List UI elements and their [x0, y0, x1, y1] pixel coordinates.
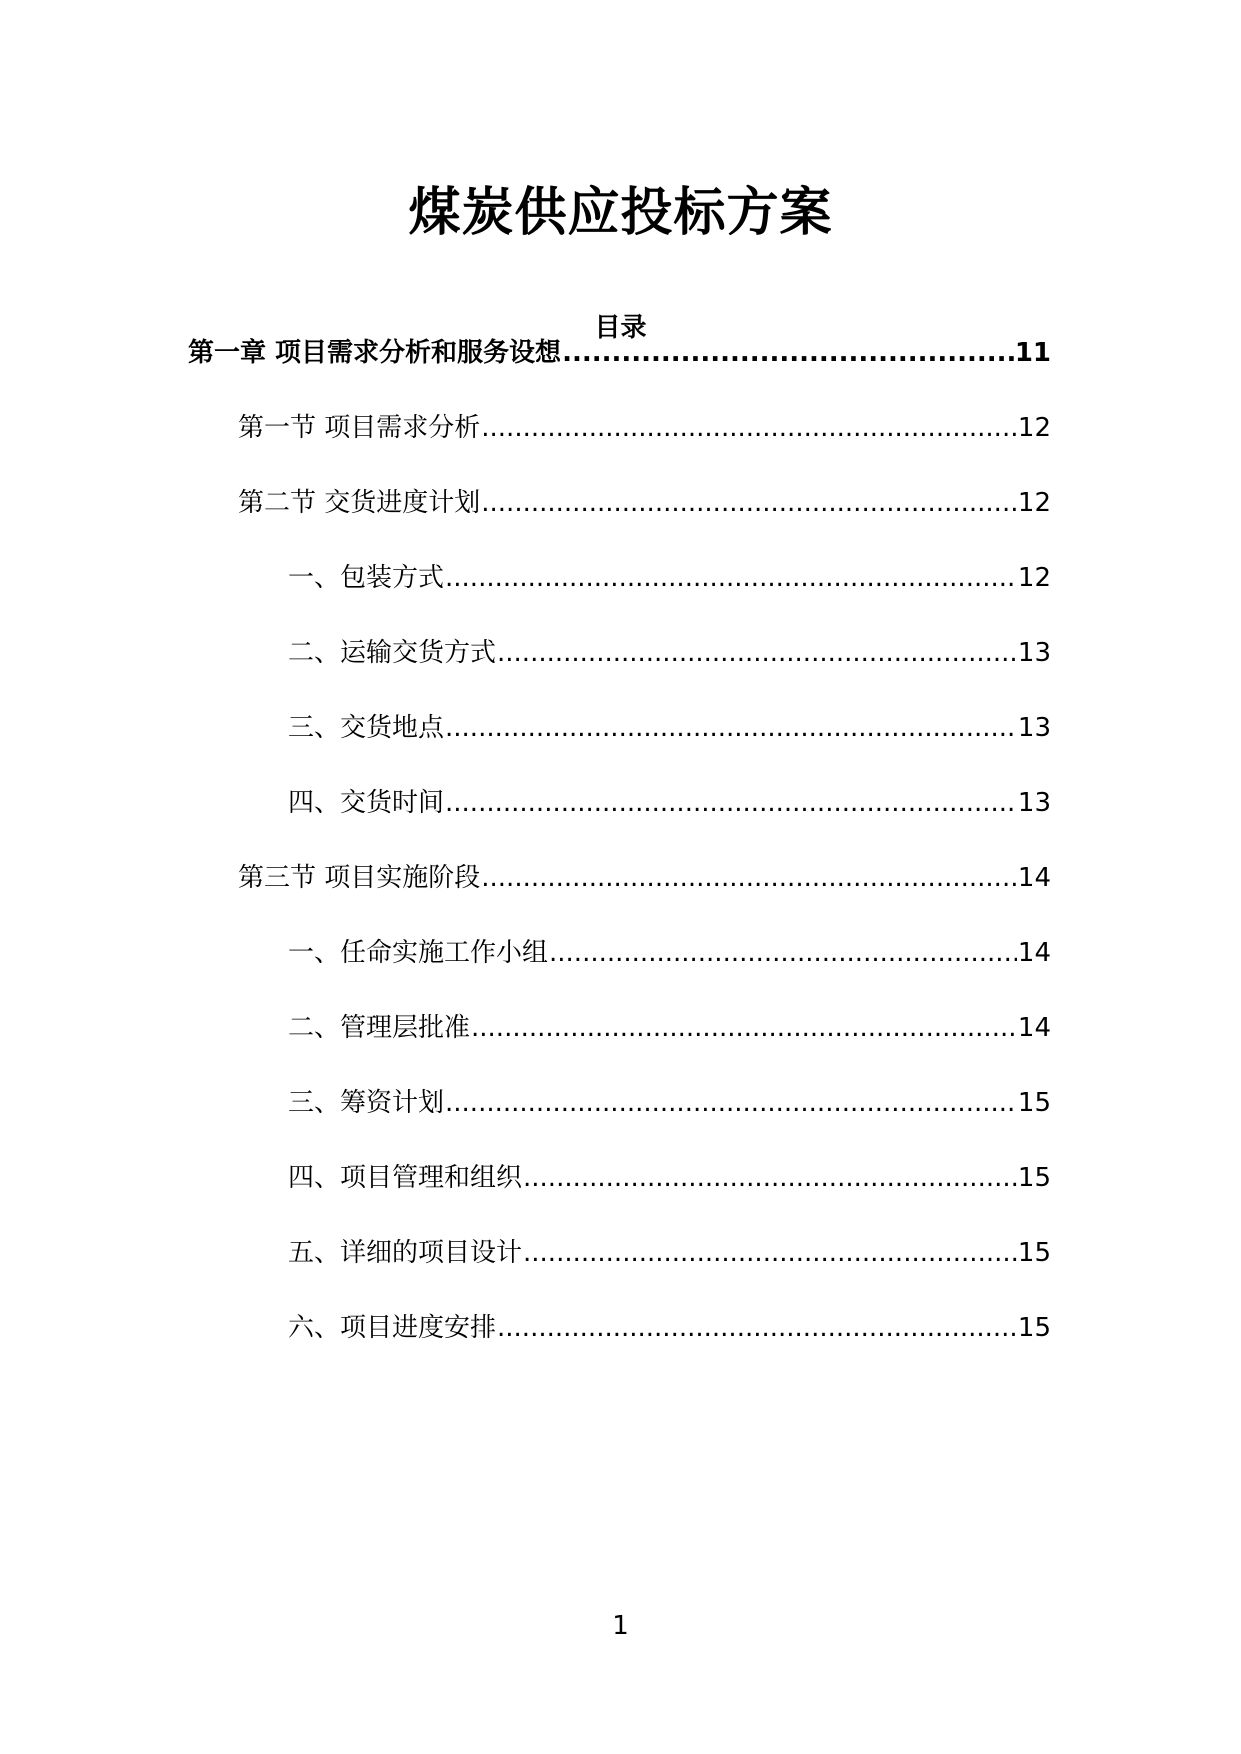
- toc-entry-text: 三、筹资计划: [288, 1088, 445, 1118]
- toc-dot-leader: [481, 408, 1017, 448]
- toc-entry[interactable]: [288, 1083, 1051, 1123]
- toc-dot-leader: [445, 558, 1017, 598]
- toc-entry[interactable]: [238, 483, 1051, 523]
- toc-entry[interactable]: [188, 333, 1051, 373]
- toc-dot-leader: [471, 1008, 1017, 1048]
- toc-entry-page: 12: [1017, 563, 1051, 593]
- toc-entry-text: 第一节 项目需求分析: [238, 413, 481, 443]
- toc-entry[interactable]: [288, 1308, 1051, 1348]
- toc-entry[interactable]: [238, 858, 1051, 898]
- toc-entry[interactable]: [288, 633, 1051, 673]
- toc-dot-leader: [562, 333, 1014, 373]
- toc-entry-page: 11: [1014, 338, 1051, 368]
- toc-entry-text: 一、包装方式: [288, 563, 445, 593]
- toc-dot-leader: [497, 1308, 1017, 1348]
- toc-entry[interactable]: [288, 1158, 1051, 1198]
- toc-entry-text: 二、管理层批准: [288, 1013, 471, 1043]
- toc-entry-page: 14: [1017, 938, 1051, 968]
- toc-entry-text: 六、项目进度安排: [288, 1313, 497, 1343]
- toc-entry-page: 15: [1017, 1238, 1051, 1268]
- page-number: 1: [612, 1611, 629, 1641]
- toc-entry-text: 五、详细的项目设计: [288, 1238, 523, 1268]
- toc-dot-leader: [445, 783, 1017, 823]
- toc-entry-text: 二、运输交货方式: [288, 638, 497, 668]
- toc-entry[interactable]: [288, 1233, 1051, 1273]
- toc-entry-page: 12: [1017, 413, 1051, 443]
- toc-dot-leader: [481, 483, 1017, 523]
- toc-dot-leader: [445, 1083, 1017, 1123]
- toc-entry-page: 14: [1017, 863, 1051, 893]
- toc-entry-page: 15: [1017, 1088, 1051, 1118]
- toc-dot-leader: [445, 708, 1017, 748]
- toc-entry[interactable]: [288, 1008, 1051, 1048]
- toc-dot-leader: [481, 858, 1017, 898]
- toc-entry-text: 一、任命实施工作小组: [288, 938, 549, 968]
- toc-entry-text: 四、项目管理和组织: [288, 1163, 523, 1193]
- toc-entry[interactable]: [288, 783, 1051, 823]
- toc-entry-text: 四、交货时间: [288, 788, 445, 818]
- toc-entry-text: 第一章 项目需求分析和服务设想: [188, 338, 562, 368]
- document-title: 煤炭供应投标方案: [408, 183, 833, 243]
- toc-entry-page: 14: [1017, 1013, 1051, 1043]
- toc-entry-page: 13: [1017, 713, 1051, 743]
- toc-dot-leader: [523, 1158, 1017, 1198]
- toc-dot-leader: [523, 1233, 1017, 1273]
- toc-entry-page: 15: [1017, 1163, 1051, 1193]
- toc-entry-page: 13: [1017, 638, 1051, 668]
- toc-entry-text: 三、交货地点: [288, 713, 445, 743]
- toc-entry-text: 第二节 交货进度计划: [238, 488, 481, 518]
- toc-entry[interactable]: [288, 558, 1051, 598]
- toc-dot-leader: [497, 633, 1017, 673]
- toc-entry-text: 第三节 项目实施阶段: [238, 863, 481, 893]
- toc-dot-leader: [549, 933, 1017, 973]
- toc-entry[interactable]: [288, 708, 1051, 748]
- toc-heading: 目录: [594, 313, 647, 343]
- toc-entry-page: 13: [1017, 788, 1051, 818]
- toc-entry-page: 12: [1017, 488, 1051, 518]
- toc-entry[interactable]: [238, 408, 1051, 448]
- toc-entry-page: 15: [1017, 1313, 1051, 1343]
- toc-entry[interactable]: [288, 933, 1051, 973]
